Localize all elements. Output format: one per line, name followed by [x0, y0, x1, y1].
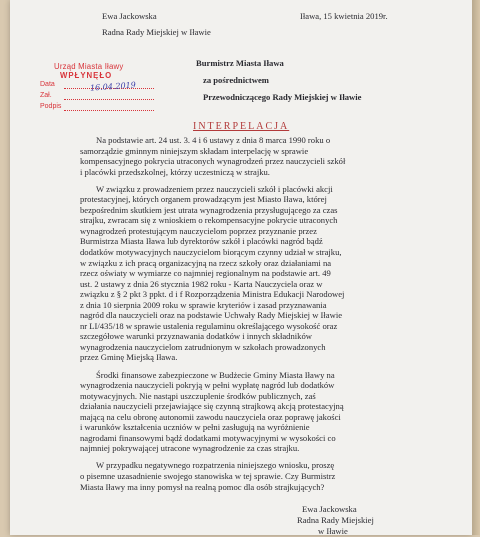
paragraph-line: bezpośrednim skutkiem jest utrata wynagrodzenia przysługującego za czas [80, 204, 338, 215]
paragraph-line: samorządzie gminnym niniejszym składam interpelację w sprawie [80, 145, 309, 156]
paragraph-line: Burmistrza Miasta Iława lub dyrektorów szkół i placówki nagród bądź [80, 236, 323, 247]
stamp-office: Urząd Miasta Iławy [54, 62, 124, 71]
paragraph-line: Środki finansowe zabezpieczone w Budżecie Gminy Miasta Iławy na [96, 369, 335, 380]
author-role: Radna Rady Miejskiej w Iławie [102, 27, 211, 37]
paragraph-line: najmniej pokrywającej utracone wynagrodzenie za czas strajku. [80, 443, 300, 454]
paragraph-line: mającą na celu obronę autonomii zawodu nauczyciela oraz poprawę jakości [80, 411, 341, 422]
paragraph-line: W związku z prowadzeniem przez nauczycieli szkół i placówki akcji [96, 183, 333, 194]
paragraph-line: z dnia 10 sierpnia 2009 roku w sprawie kryteriów i zasad przyznawania [80, 299, 327, 310]
signature-place: w Iławie [318, 525, 348, 536]
paragraph-3 [80, 370, 344, 454]
paragraph-line: ust. 2 ustawy z dnia 26 stycznia 1982 roku - Karta Nauczyciela oraz w [80, 278, 323, 289]
recipient-line-2: za pośrednictwem [203, 75, 269, 85]
signature-name: Ewa Jackowska [302, 503, 357, 514]
page-edge [472, 0, 480, 535]
place-date: Iława, 15 kwietnia 2019r. [300, 11, 388, 21]
paragraph-2 [80, 184, 344, 363]
stamp-date-handwritten: 16.04.2019 [89, 80, 137, 93]
stamp-signature-label: Podpis [40, 103, 62, 110]
recipient-line-1: Burmistrz Miasta Iława [196, 58, 284, 68]
paragraph-4 [80, 460, 335, 492]
paragraph-line: kompensacyjnego pokrycia utraconych wynagrodzeń przez nauczycieli szkół [80, 156, 346, 167]
received-stamp [40, 62, 160, 112]
paragraph-line: motywacyjnych. Nie nastąpi uszczuplenie środków publicznych, zaś [80, 390, 316, 401]
paragraph-line: nagród dla nauczycieli oraz na podstawie Uchwały Rady Miejskiej w Iławie [80, 310, 343, 321]
paragraph-line: działania nauczycieli przejawiające się czynną strajkową akcją protestacyjną [80, 401, 344, 412]
stamp-date-label: Data [40, 81, 55, 88]
document-title: INTERPELACJA [193, 121, 290, 132]
paragraph-line: o pisemne uzasadnienie swojego stanowiska w tej sprawie. Czy Burmistrz [80, 470, 336, 481]
recipient-line-3: Przewodniczącego Rady Miejskiej w Iławie [203, 92, 362, 102]
paragraph-line: rzecz oświaty w wymiarze co najmniej regionalnym na podstawie art. 49 [80, 268, 331, 279]
stamp-attachment-label: Zał. [40, 92, 52, 99]
paragraph-line: strajku, zwracam się z wnioskiem o rekompensacyjne pokrycie utraconych [80, 215, 338, 226]
paragraph-line: nagrodami finansowymi bądź dodatkami motywacyjnymi w wysokości co [80, 432, 336, 443]
paragraph-line: Na podstawie art. 24 ust. 3. 4 i 6 ustawy z dnia 8 marca 1990 roku o [96, 135, 331, 145]
paragraph-line: dodatków motywacyjnych nauczycielom biorącym czynny udział w strajku, [80, 246, 342, 257]
paragraph-line: i placówki przedszkolnej, którzy uczestniczą w strajku. [80, 166, 270, 177]
signature-role: Radna Rady Miejskiej [297, 514, 374, 525]
paragraph-line: szczegółowe warunki przyznawania dodatków i innych składników [80, 331, 312, 342]
paragraph-line: wynagrodzenia nauczycielom zatrudnionym w szkołach prowadzonych [80, 341, 326, 352]
paragraph-line: przez Gminę Miejską Iława. [80, 352, 178, 363]
paragraph-1 [80, 135, 345, 177]
paragraph-line: wynagrodzeń protestującym nauczycielom poprzez przyznanie przez [80, 225, 317, 236]
paragraph-line: nr LI/435/18 w sprawie ustalenia regulaminu określającego wysokość oraz [80, 320, 338, 331]
author-name: Ewa Jackowska [102, 11, 157, 21]
paragraph-line: Miasta Iławy ma inny pomysł na realną pomoc dla osób strajkujących? [80, 481, 325, 492]
paragraph-line: protestacyjnej, których organem prowadzącym jest Miasto Iława, której [80, 194, 327, 205]
paragraph-line: i warunków kształcenia uczniów w pełni zasługują na wyróżnienie [80, 422, 310, 433]
paragraph-line: wynagrodzenia nauczycieli pokryją w pełni wypłatę nagród lub dodatków [80, 380, 335, 391]
stamp-received: WPŁYNĘŁO [60, 71, 113, 80]
paragraph-line: związku z § 2 pkt 3 ppkt. d i f Rozporządzenia Ministra Edukacji Narodowej [80, 289, 345, 300]
paragraph-line: w związku z ich pracą organizacyjną na rzecz szkoły oraz działaniami na [80, 257, 332, 268]
paragraph-line: W przypadku negatywnego rozpatrzenia niniejszego wniosku, proszę [96, 460, 335, 471]
